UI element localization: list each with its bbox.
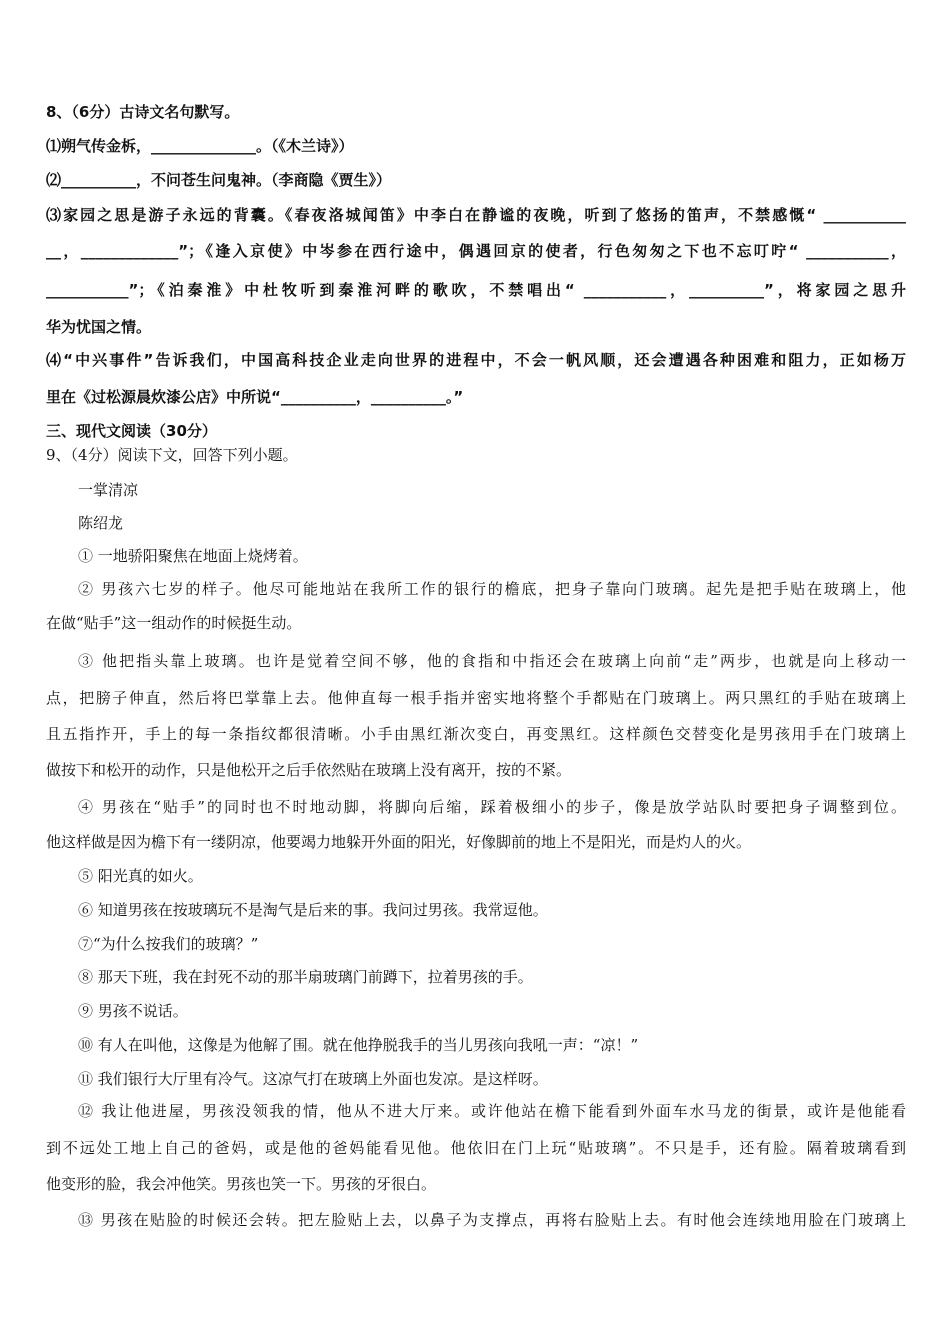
section-title: 三、现代文阅读（30分） — [46, 422, 217, 440]
q8-line-3b: __，_____________”；《逢入京使》中岑参在西行途中，偶遇回京的使者，行色匆匆之下也不忘叮咛“ ___________， — [46, 242, 906, 260]
q8-line-4b: 里在《过松源晨炊漆公店》中所说“__________，__________。” — [46, 388, 464, 406]
para-9: ⑨ 男孩不说话。 — [78, 1002, 188, 1020]
q8-line-3c: ___________”；《泊秦淮》中杜牧听到秦淮河畔的歌吹，不禁唱出“ ___________，__________”，将家园之思升 — [46, 281, 906, 299]
article-title: 一掌清凉 — [78, 481, 139, 499]
para-7: ⑦“为什么按我们的玻璃？” — [78, 935, 259, 953]
para-12b: 到不远处工地上自己的爸妈，或是他的爸妈能看见他。他依旧在门上玩“贴玻璃”。不只是手，还有脸。隔着玻璃看到 — [46, 1139, 906, 1157]
para-12c: 他变形的脸，我会冲他笑。男孩也笑一下。男孩的牙很白。 — [46, 1175, 437, 1193]
para-5: ⑤ 阳光真的如火。 — [78, 867, 203, 885]
para-2b: 在做“贴手”这一组动作的时候挺生动。 — [46, 614, 302, 632]
q8-line-3d: 华为忧国之情。 — [46, 318, 152, 336]
para-3d: 做按下和松开的动作，只是他松开之后手依然贴在玻璃上没有离开，按的不紧。 — [46, 761, 572, 779]
q8-header: 8、（6分）古诗文名句默写。 — [46, 103, 240, 121]
para-6: ⑥ 知道男孩在按玻璃玩不是淘气是后来的事。我问过男孩。我常逗他。 — [78, 901, 548, 919]
q8-line-4a: ⑷“中兴事件”告诉我们，中国高科技企业走向世界的进程中，不会一帆风顺，还会遭遇各种困难和阻力，正如杨万 — [46, 351, 906, 369]
para-10: ⑩ 有人在叫他，这像是为他解了围。就在他挣脱我手的当儿男孩向我吼一声：“凉！” — [78, 1036, 639, 1054]
para-11: ⑪ 我们银行大厅里有冷气。这凉气打在玻璃上外面也发凉。是这样呀。 — [78, 1070, 548, 1088]
para-4a: ④ 男孩在“贴手”的同时也不时地动脚，将脚向后缩，踩着极细小的步子，像是放学站队时要把身子调整到位。 — [78, 798, 906, 816]
para-13a: ⑬ 男孩在贴脸的时候还会转。把左脸贴上去，以鼻子为支撑点，再将右脸贴上去。有时他会连续地用脸在门玻璃上 — [78, 1211, 906, 1229]
para-3a: ③ 他把指头靠上玻璃。也许是觉着空间不够，他的食指和中指还会在玻璃上向前“走”两步，也就是向上移动一 — [78, 652, 906, 670]
para-3b: 点，把膀子伸直，然后将巴掌靠上去。他伸直每一根手指并密实地将整个手都贴在门玻璃上。两只黑红的手贴在玻璃上 — [46, 689, 906, 707]
q8-line-3a: ⑶家园之思是游子永远的背囊。《春夜洛城闻笛》中李白在静谧的夜晚，听到了悠扬的笛声，不禁感慨“ ___________ — [46, 206, 906, 224]
para-4b: 他这样做是因为檐下有一缕阴凉，他要竭力地躲开外面的阳光，好像脚前的地上不是阳光，而是灼人的火。 — [46, 833, 752, 851]
q8-line-2: ⑵__________，不问苍生问鬼神。（李商隐《贾生》） — [46, 171, 392, 189]
para-12a: ⑫ 我让他进屋，男孩没领我的情，他从不进大厅来。或许他站在檐下能看到外面车水马龙的街景，或许是他能看 — [78, 1102, 906, 1120]
para-2a: ② 男孩六七岁的样子。他尽可能地站在我所工作的银行的檐底，把身子靠向门玻璃。起先是把手贴在玻璃上，他 — [78, 580, 906, 598]
para-8: ⑧ 那天下班，我在封死不动的那半扇玻璃门前蹲下，拉着男孩的手。 — [78, 968, 533, 986]
para-1: ① 一地骄阳聚焦在地面上烧烤着。 — [78, 547, 308, 565]
article-author: 陈绍龙 — [78, 514, 124, 532]
q8-line-1: ⑴朔气传金柝，______________。（《木兰诗》） — [46, 137, 354, 155]
para-3c: 且五指拃开，手上的每一条指纹都很清晰。小手由黑红渐次变白，再变黑红。这样颜色交替变化是男孩用手在门玻璃上 — [46, 725, 906, 743]
q9-header: 9、（4分）阅读下文，回答下列小题。 — [46, 446, 298, 464]
